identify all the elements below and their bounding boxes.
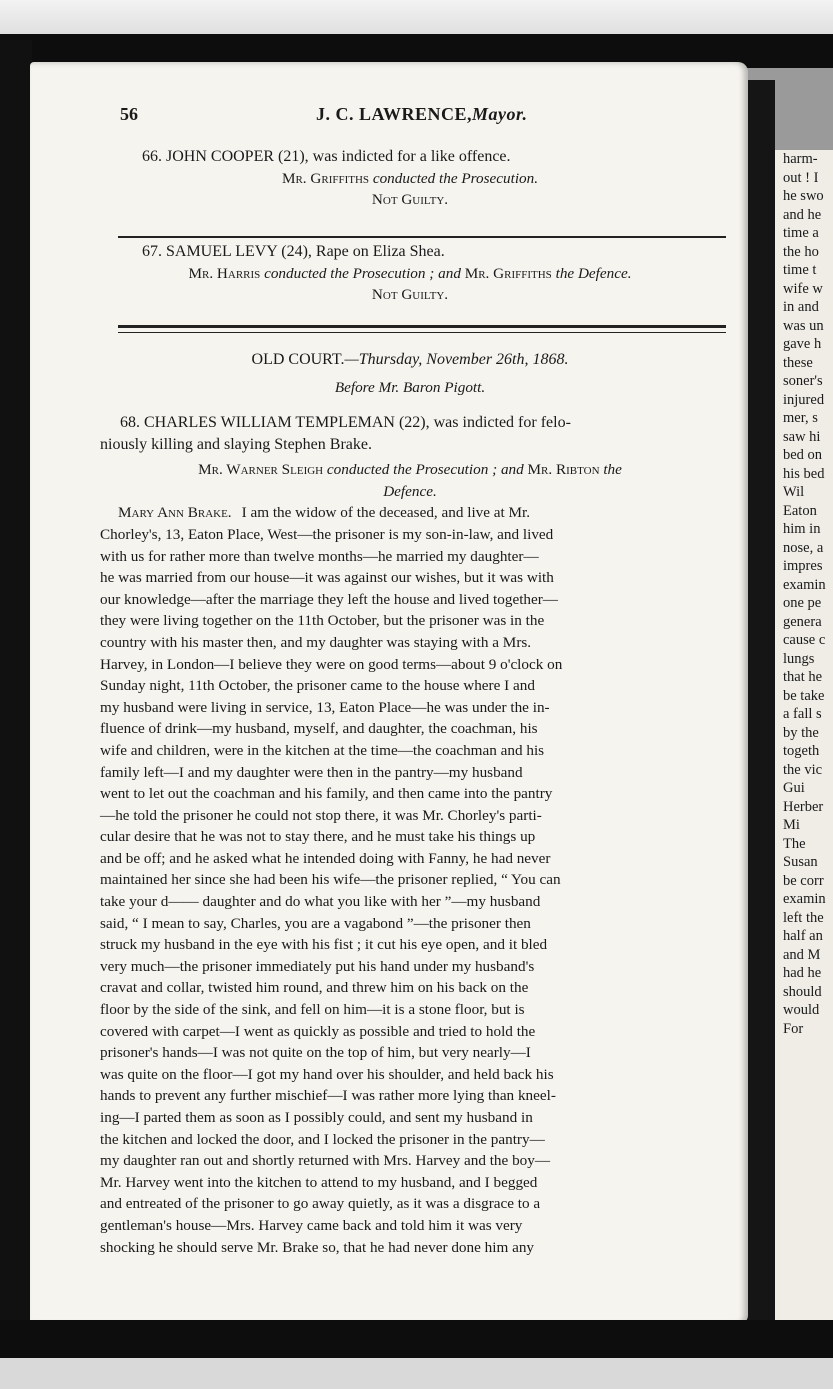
testimony-line: Mr. Harvey went into the kitchen to attend to my husband, and I begged xyxy=(100,1173,538,1191)
testimony-line: they were living together on the 11th October, but the prisoner was in the xyxy=(100,612,545,630)
page-header xyxy=(120,104,720,130)
facing-page-line: should xyxy=(783,983,822,1000)
testimony-line: shocking he should serve Mr. Brake so, that he had never done him any xyxy=(100,1238,535,1256)
facing-page-line: time t xyxy=(783,262,817,278)
testimony-line: cravat and collar, twisted him round, and threw him on his back on the xyxy=(100,979,529,997)
case-67-prosecutor: Mr. Harris xyxy=(188,264,261,282)
facing-page-line: be corr xyxy=(783,872,824,889)
case-68-counsel-text-1: conducted the Prosecution ; and xyxy=(323,461,528,479)
facing-page-line: Eaton xyxy=(783,502,817,519)
scanner-bottom-strip xyxy=(0,1358,833,1389)
testimony-text: I am the widow of the deceased, and live at Mr. xyxy=(241,504,531,522)
facing-page-line: impres xyxy=(783,558,823,574)
case-67-counsel-text-1: conducted the Prosecution ; and xyxy=(260,264,465,282)
testimony-line: prisoner's hands—I was not quite on the top of him, but very nearly—I xyxy=(100,1044,531,1062)
case-68-heading-2: niously killing and slaying Stephen Brake. xyxy=(100,435,372,453)
running-title-name: J. C. LAWRENCE, xyxy=(316,104,473,124)
facing-page-line: he swo xyxy=(783,188,824,204)
testimony-line: struck my husband in the eye with his fist ; it cut his eye open, and it bled xyxy=(100,936,548,954)
facing-page-line: saw hi xyxy=(783,428,821,445)
testimony-line: country with his master then, and my daughter was staying with a Mrs. xyxy=(100,633,532,651)
session-header xyxy=(100,349,720,398)
case-66-heading: 66. JOHN COOPER (21), was indicted for a like offence. xyxy=(142,148,511,165)
case-68-prosecutor: Mr. Warner Sleigh xyxy=(198,461,324,479)
testimony-line: my daughter ran out and shortly returned with Mrs. Harvey and the boy— xyxy=(100,1152,551,1170)
case-66-prosecutor: Mr. Griffiths xyxy=(281,169,370,187)
case-67-counsel xyxy=(100,263,720,285)
facing-page-line: For xyxy=(783,1020,804,1037)
testimony-line: and entreated of the prisoner to go away quietly, as it was a disgrace to a xyxy=(100,1195,541,1213)
testimony xyxy=(100,502,720,1258)
testimony-line: —he told the prisoner he could not stop there, it was Mr. Chorley's parti- xyxy=(100,806,542,824)
case-67-heading: 67. SAMUEL LEVY (24), Rape on Eliza Shea. xyxy=(142,243,445,260)
case-67-counsel-text-2: the Defence. xyxy=(551,264,632,282)
facing-page-line: one pe xyxy=(783,595,822,611)
case-68 xyxy=(100,412,720,1258)
page-number: 56 xyxy=(120,104,138,124)
testimony-line: with us for rather more than twelve months—he married my daughter— xyxy=(100,547,539,565)
section-rule xyxy=(118,236,726,238)
facing-page-line: and he xyxy=(783,206,822,223)
facing-page-line: had he xyxy=(783,965,822,981)
double-rule-upper xyxy=(118,325,726,328)
testimony-line: wife and children, were in the kitchen at the time—the coachman and his xyxy=(100,741,545,759)
facing-page-line: and M xyxy=(783,946,821,963)
witness-name: Mary Ann Brake. xyxy=(118,504,232,522)
testimony-line: cular desire that he was not to stay there, and he must take his things up xyxy=(100,828,536,846)
testimony-line: maintained her since she had been his wife—the prisoner replied, “ You can xyxy=(100,871,561,889)
case-68-defence-word: Defence. xyxy=(383,482,437,500)
running-title xyxy=(316,104,528,125)
facing-page-line: in and xyxy=(783,299,819,315)
facing-page-line: Herber xyxy=(783,798,824,815)
facing-page-line: him in xyxy=(783,521,821,537)
facing-page-line: Mi xyxy=(783,817,800,833)
facing-page-line: Susan xyxy=(783,854,818,870)
testimony-line: covered with carpet—I went as quickly as possible and tried to hold the xyxy=(100,1022,536,1040)
case-67-defender: Mr. Griffiths xyxy=(464,264,552,282)
facing-page-line: out ! I xyxy=(783,169,819,186)
testimony-line: and be off; and he asked what he intended doing with Fanny, he had never xyxy=(100,849,551,867)
scan-border-bottom xyxy=(0,1320,833,1360)
case-68-counsel-text-2: the xyxy=(599,461,622,479)
case-66-prosecution-text: conducted the Prosecution. xyxy=(369,169,539,187)
facing-page-line: left the xyxy=(783,909,824,926)
facing-page-line: togeth xyxy=(783,743,820,759)
scan-border-left xyxy=(0,40,32,1330)
facing-page-line: examin xyxy=(783,891,826,907)
case-68-counsel-cont xyxy=(100,481,720,503)
facing-page-line: gave h xyxy=(783,336,822,352)
double-rule-lower xyxy=(118,332,726,333)
facing-page-line: was un xyxy=(783,317,824,334)
facing-page-line: lungs xyxy=(783,650,815,667)
case-66 xyxy=(100,146,720,211)
facing-page-line: that he xyxy=(783,669,823,685)
testimony-line: went to let out the coachman and his family, and then came into the pantry xyxy=(100,785,553,803)
facing-page-line: time a xyxy=(783,225,819,241)
facing-page-line: Wil xyxy=(783,484,805,500)
facing-page-line: injured xyxy=(783,391,825,408)
testimony-line: family left—I and my daughter were then in the pantry—my husband xyxy=(100,763,523,781)
testimony-line: our knowledge—after the marriage they left the house and lived together— xyxy=(100,590,558,608)
testimony-line: my husband were living in service, 13, Eaton Place—he was under the in- xyxy=(100,698,550,716)
case-68-heading-1: 68. CHARLES WILLIAM TEMPLEMAN (22), was indicted for felo- xyxy=(120,414,571,431)
case-68-counsel xyxy=(100,459,720,481)
facing-page-line: his bed xyxy=(783,465,825,482)
facing-page-line: would xyxy=(783,1002,820,1018)
facing-page-line: soner's xyxy=(783,373,823,389)
facing-page-line: the vic xyxy=(783,761,823,778)
case-67 xyxy=(100,241,720,306)
testimony-line: the kitchen and locked the door, and I locked the prisoner in the pantry— xyxy=(100,1130,545,1148)
testimony-line xyxy=(100,502,720,524)
facing-page-line: examin xyxy=(783,576,826,593)
facing-page-line: genera xyxy=(783,613,822,630)
testimony-line: Chorley's, 13, Eaton Place, West—the prisoner is my son-in-law, and lived xyxy=(100,525,554,543)
facing-page-line: the ho xyxy=(783,243,819,260)
testimony-line: very much—the prisoner immediately put his hand under my husband's xyxy=(100,957,535,975)
testimony-line: fluence of drink—my husband, myself, and daughter, the coachman, his xyxy=(100,720,538,738)
testimony-line: Sunday night, 11th October, the prisoner came to the house where I and xyxy=(100,677,535,695)
case-66-counsel xyxy=(100,168,720,190)
testimony-line: was quite on the floor—I got my hand over his shoulder, and held back his xyxy=(100,1065,554,1083)
facing-page-line: nose, a xyxy=(783,539,824,556)
session-judge xyxy=(100,377,720,399)
facing-page-line: Gui xyxy=(783,780,805,796)
facing-page-line: by the xyxy=(783,724,819,741)
testimony-line: Harvey, in London—I believe they were on good terms—about 9 o'clock on xyxy=(100,655,563,673)
facing-page-line: bed on xyxy=(783,447,823,463)
case-68-defender: Mr. Ribton xyxy=(527,461,600,479)
facing-page-line: a fall s xyxy=(783,706,822,722)
testimony-line: gentleman's house—Mrs. Harvey came back and told him it was very xyxy=(100,1216,523,1234)
facing-page-line: half an xyxy=(783,928,823,944)
court-name: OLD COURT. xyxy=(251,351,345,368)
session-court-date xyxy=(100,349,720,371)
facing-page-line: mer, s xyxy=(783,410,818,426)
testimony-line: he was married from our house—it was against our wishes, but it was with xyxy=(100,569,554,587)
session-date: —Thursday, November 26th, 1868. xyxy=(344,351,569,368)
case-67-verdict: Not Guilty. xyxy=(371,286,449,304)
facing-page-line: wife w xyxy=(783,280,823,297)
testimony-line: ing—I parted them as soon as I possibly could, and sent my husband in xyxy=(100,1109,533,1126)
running-title-role: Mayor. xyxy=(472,104,528,124)
testimony-line: hands to prevent any further mischief—I was rather more lying than kneel- xyxy=(100,1087,556,1105)
facing-page-line: be take xyxy=(783,687,825,704)
facing-page-line: cause c xyxy=(783,632,826,648)
case-66-verdict: Not Guilty. xyxy=(371,191,449,209)
testimony-line: floor by the side of the sink, and fell on him—it is a stone floor, but is xyxy=(100,1001,525,1019)
facing-page-line: harm- xyxy=(783,151,818,167)
testimony-line: said, “ I mean to say, Charles, you are a vagabond ”—the prisoner then xyxy=(100,914,531,932)
testimony-line: take your d—— daughter and do what you like with her ”—my husband xyxy=(100,893,541,911)
judge-line: Before Mr. Baron Pigott. xyxy=(334,378,486,396)
facing-page xyxy=(775,150,833,1320)
book-gutter xyxy=(745,80,775,1320)
facing-page-line: these xyxy=(783,354,813,371)
facing-page-line: The xyxy=(783,835,806,852)
